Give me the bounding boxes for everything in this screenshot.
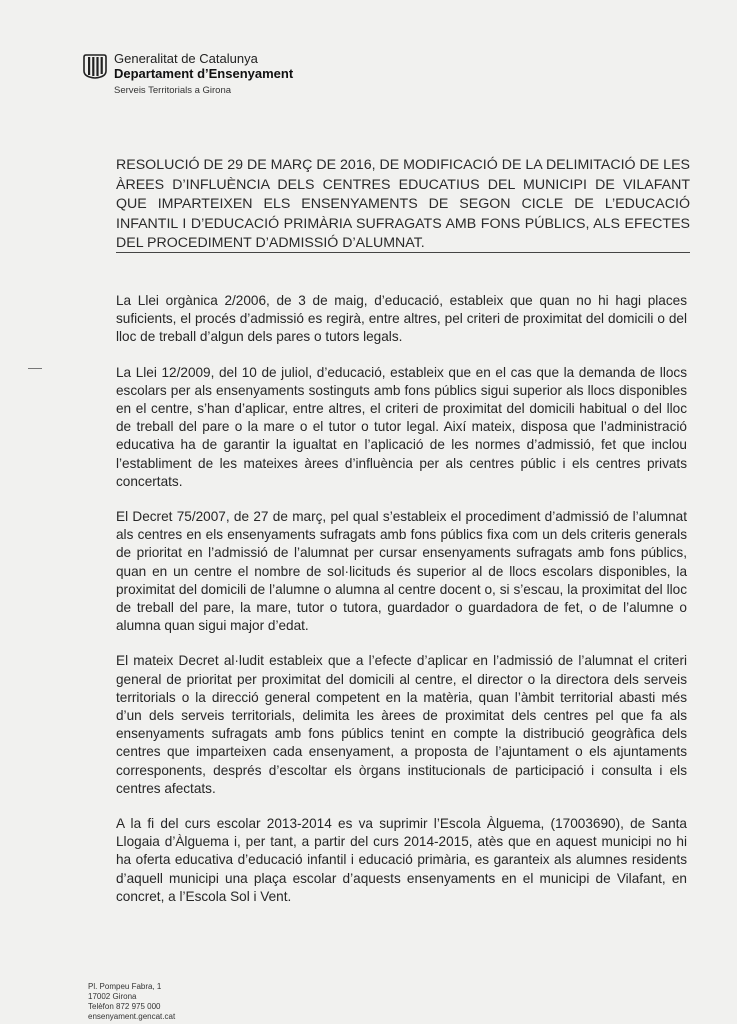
footer-city: 17002 Girona [88, 992, 137, 1001]
document-body [116, 292, 687, 923]
generalitat-stripes-icon [82, 53, 108, 79]
paragraph: La Llei 12/2009, del 10 de juliol, d’educació, estableix que en el cas que la demanda de llocs escolars per als ensenyaments sostinguts amb fons públics sigui superior als llocs disponibles en el centre, s’han d’aplicar, entre altres, el criteri de proximitat del domicili habitual o del lloc de treball del pare o la mare o el tutor o tutor legal. Així mateix, disposa que l’administració educativa ha de garantir la igualtat en l’aplicació de les normes d’admissió, fet que inclou l’establiment de les mateixes àrees d’influència per als centres públic i els centres privats concertats. [116, 364, 687, 489]
paragraph: El Decret 75/2007, de 27 de març, pel qual s’estableix el procediment d’admissió de l’alumnat als centres en els ensenyaments sufragats amb fons públics fixa com un dels criteris generals de prioritat en l’admissió de l’alumnat per cursar ensenyaments sufragats amb fons públics, quan en un centre el nombre de sol·licituds és superior al de llocs escolars disponibles, la proximitat del domicili de l’alumne o alumna al centre docent o, si s’escau, la proximitat del lloc de treball del pare, la mare, tutor o tutora, guardador o guardadora de fet, o de l’alumne o alumna quan sigui major d’edat. [116, 509, 687, 634]
footer-address [88, 982, 175, 1022]
footer-phone: Telèfon 872 975 000 [88, 1002, 161, 1011]
paragraph: El mateix Decret al·ludit estableix que a l’efecte d’aplicar en l’admissió de l’alumnat el criteri general de prioritat per proximitat del domicili al centre, el director o la directora dels serveis territorials o la direcció general competent en la matèria, quan l’àmbit territorial abasti més d’un dels serveis territorials, delimita les àrees de proximitat dels centres pel que fa als ensenyaments sufragats amb fons públics tenint en compte la distribució geogràfica dels centres que imparteixen cada ensenyament, a proposta de l’ajuntament o els ajuntaments corresponents, després d’escoltar els òrgans institucionals de participació i consulta i els centres afectats. [116, 653, 687, 796]
title-divider [116, 252, 690, 253]
organization-name: Generalitat de Catalunya [114, 51, 258, 66]
margin-mark [28, 368, 42, 369]
paragraph: A la fi del curs escolar 2013-2014 es va suprimir l’Escola Àlguema, (17003690), de Santa Llogaia d’Àlguema i, per tant, a partir del curs 2014-2015, atès que en aquest municipi no hi ha oferta educativa d’educació infantil i educació primària, es garanteix als alumnes residents d’aquell municipi una plaça escolar d’aquests ensenyaments en el municipi de Vilafant, en concret, a l’Escola Sol i Vent. [116, 816, 687, 904]
footer-street: Pl. Pompeu Fabra, 1 [88, 982, 162, 991]
territorial-service: Serveis Territorials a Girona [114, 85, 232, 96]
resolution-title: RESOLUCIÓ DE 29 DE MARÇ DE 2016, DE MODIFICACIÓ DE LA DELIMITACIÓ DE LES ÀREES D’INFLUÈNCIA DELS CENTRES EDUCATIUS DEL MUNICIPI DE VILAFANT QUE IMPARTEIXEN ELS ENSENYAMENTS DE SEGON CICLE DE L’EDUCACIÓ INFANTIL I D’EDUCACIÓ PRIMÀRIA SUFRAGATS AMB FONS PÚBLICS, ALS EFECTES DEL PROCEDIMENT D’ADMISSIÓ D’ALUMNAT. [116, 157, 690, 251]
paragraph: La Llei orgànica 2/2006, de 3 de maig, d’educació, estableix que quan no hi hagi places suficients, el procés d’admissió es regirà, entre altres, pel criteri de proximitat del domicili o del lloc de treball d’algun dels pares o tutors legals. [116, 293, 687, 345]
footer-web-link[interactable]: ensenyament.gencat.cat [88, 1012, 176, 1021]
department-name: Departament d’Ensenyament [114, 66, 294, 81]
